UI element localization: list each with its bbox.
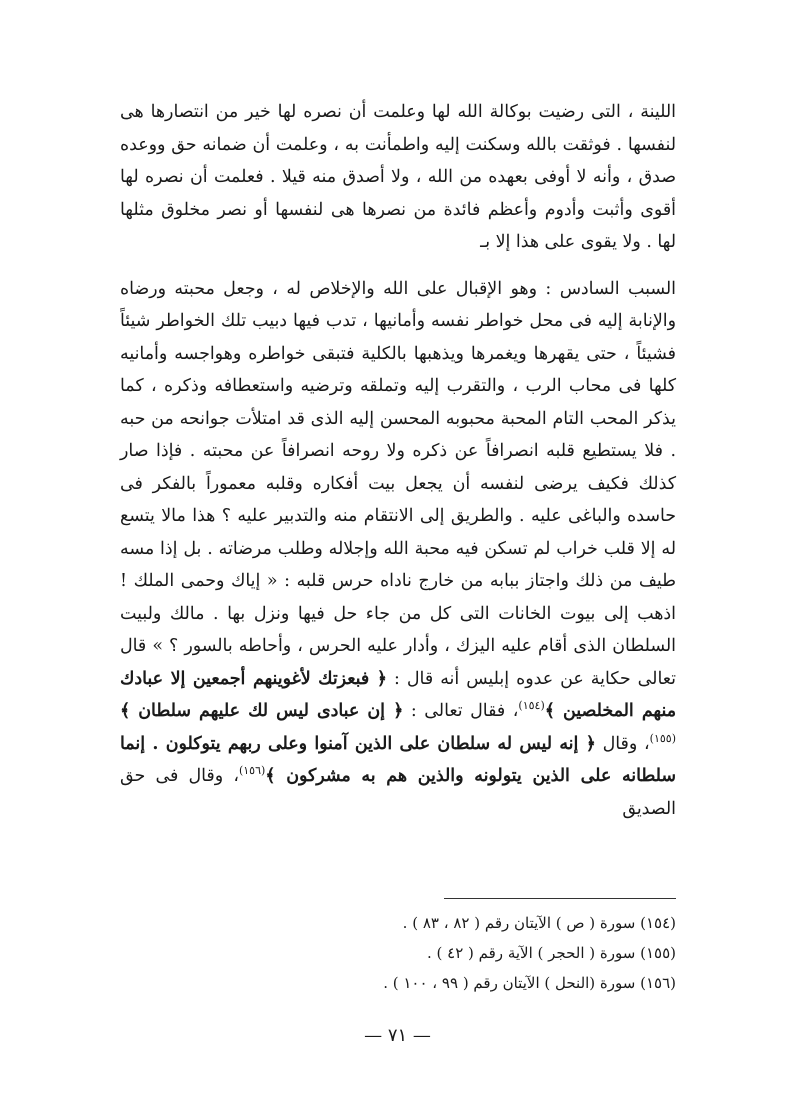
- quran-verse-3: ﴿ إنه ليس له سلطان على الذين آمنوا وعلى ربهم يتوكلون . إنما سلطانه على الذين يتولونه والذين هم به مشركون ﴾: [120, 733, 676, 786]
- footnote-ref-156[interactable]: (١٥٦): [238, 764, 266, 778]
- footnote-ref-155[interactable]: (١٥٥): [649, 731, 676, 745]
- footnote-156: (١٥٦) سورة (النحل ) الآيتان رقم ( ٩٩ ، ١٠٠ ) .: [383, 974, 676, 992]
- footnote-154: (١٥٤) سورة ( ص ) الآيتان رقم ( ٨٢ ، ٨٣ ) .: [402, 914, 676, 932]
- paragraph-2-text-b: ، فقال تعالى :: [403, 701, 519, 721]
- quran-verse-1: ﴿ فبعزتك لأغوينهم أجمعين إلا عبادك منهم المخلصين ﴾: [120, 668, 677, 721]
- footnote-ref-154[interactable]: (١٥٤): [518, 699, 545, 713]
- paragraph-2-text-d: ، وقال فى حق الصديق: [120, 766, 676, 819]
- paragraph-1: [120, 96, 676, 259]
- paragraph-2-text-c: ، وقال: [595, 733, 650, 754]
- quran-verse-2: ﴿ إن عبادى ليس لك عليهم سلطان ﴾: [120, 701, 404, 721]
- footnote-divider: [444, 898, 676, 899]
- footnotes: [120, 908, 676, 998]
- main-text: [120, 96, 676, 825]
- paragraph-2: [120, 273, 676, 826]
- footnote-155: (١٥٥) سورة ( الحجر ) الآية رقم ( ٤٢ ) .: [426, 944, 676, 962]
- paragraph-2-text-a: السبب السادس : وهو الإقبال على الله والإخلاص له ، وجعل محبته ورضاه والإنابة إليه فى محل خواطر نفسه وأمانيها ، تدب فيها دبيب تلك الخواطر شيئاً فشيئاً ، حتى يقهرها ويغمرها ويذهبها بالكلية فتبقى خواطره وهواجسه وأمانيه كلها فى محاب الرب ، والتقرب إليه وتملقه وترضيه واستعطافه وذكره ، كما يذكر المحب التام المحبة محبوبه المحسن إليه الذى قد امتلأت جوانحه من حبه . فلا يستطيع قلبه انصرافاً عن ذكره ولا روحه انصرافاً عن محبته . فإذا صار كذلك فكيف يرضى لنفسه أن يجعل بيت أفكاره وقلبه معموراً بالفكر فى حاسده والباغى عليه . والطريق إلى الانتقام منه والتدبير عليه ؟ هذا مالا يتسع له إلا قلب خراب لم تسكن فيه محبة الله وإجلاله وطلب مرضاته . بل إذا مسه طيف من ذلك واجتاز ببابه من خارج ناداه حرس قلبه : « إياك وحمى الملك ! اذهب إلى بيوت الخانات التى كل من جاء حل فيها ونزل بها . مالك ولبيت السلطان الذى أقام عليه اليزك ، وأدار عليه الحرس ، وأحاطه بالسور ؟ » قال تعالى حكاية عن عدوه إبليس أنه قال :: [120, 278, 676, 689]
- page-number: — ٧١ —: [364, 1025, 431, 1046]
- paragraph-1-text: اللينة ، التى رضيت بوكالة الله لها وعلمت أن نصره لها خير من انتصارها هى لنفسها . فوثقت بالله وسكنت إليه واطمأنت به ، وعلمت أن ضمانه حق ووعده صدق ، وأنه لا أوفى بعهده من الله ، ولا أصدق منه قيلا . فعلمت أن نصره لها أقوى وأثبت وأدوم وأعظم فائدة من نصرها هى لنفسها أو نصر مخلوق مثلها لها . ولا يقوى على هذا إلا بـ: [120, 102, 676, 252]
